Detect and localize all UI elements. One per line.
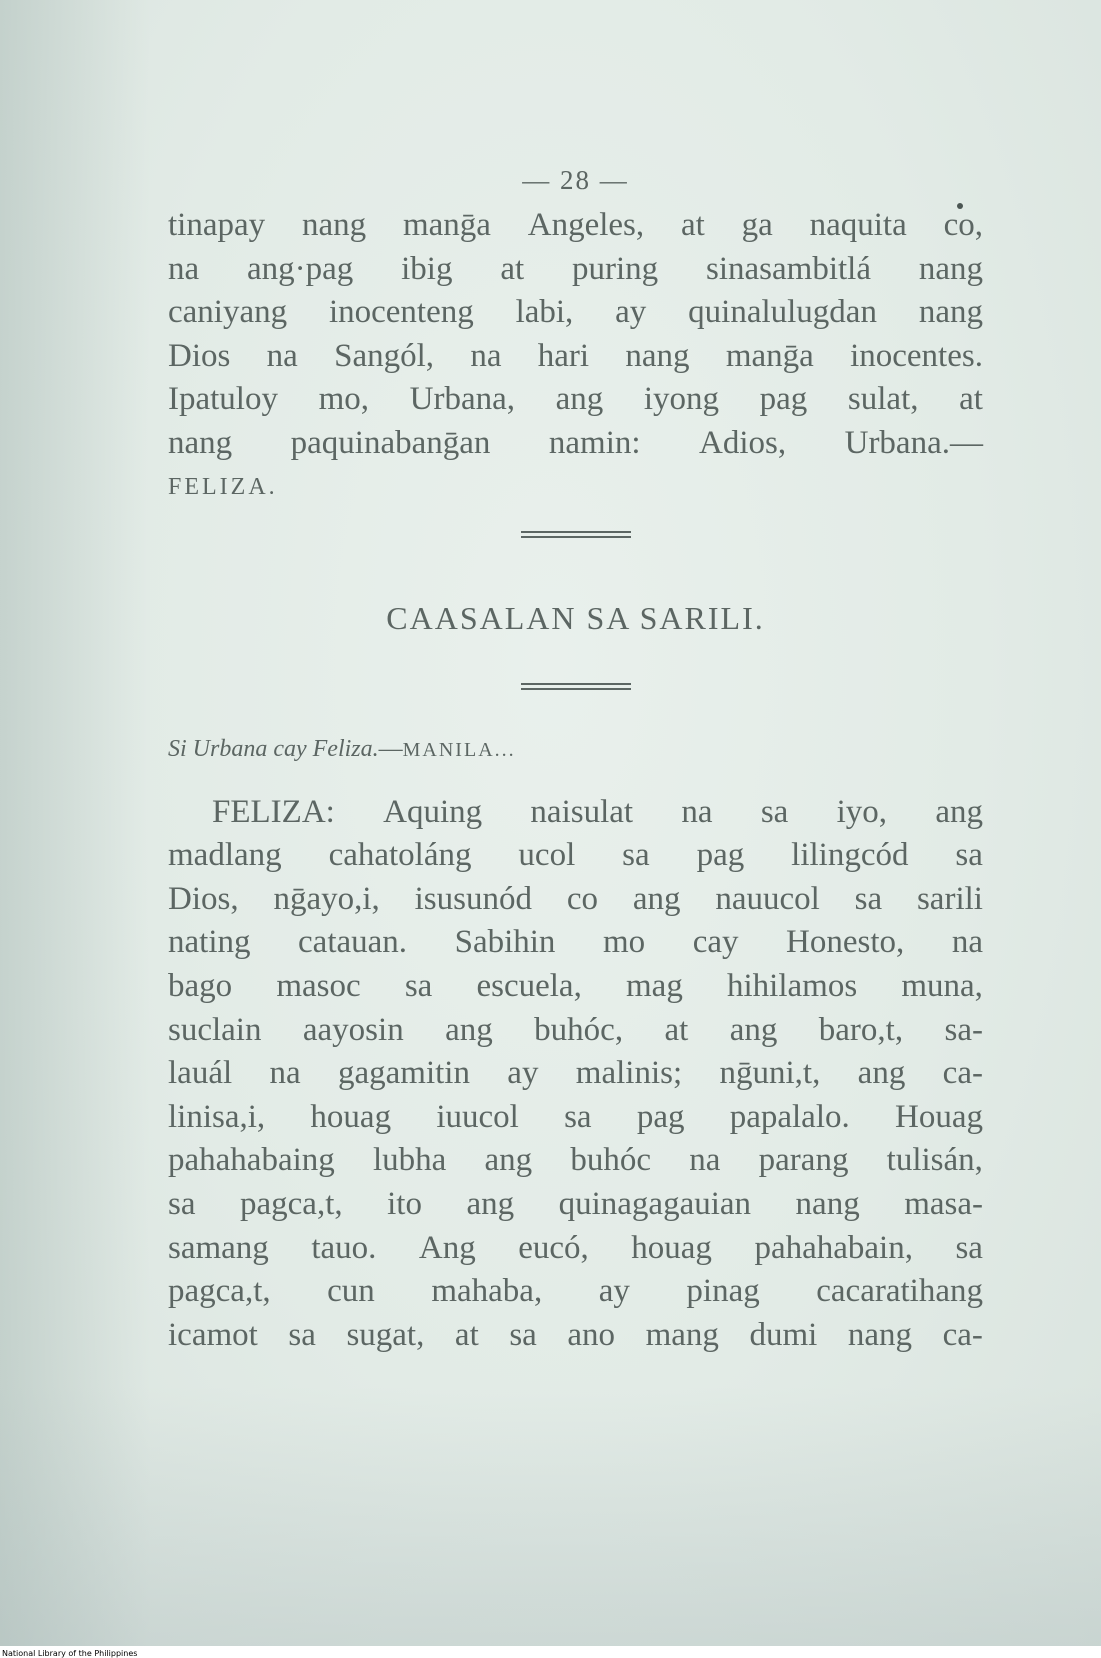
word: sa: [404, 967, 433, 1004]
word: ay: [598, 1273, 630, 1310]
word: Dios,: [168, 880, 239, 917]
word: nang: [301, 207, 367, 243]
word: mahaba,: [431, 1273, 543, 1310]
word: sa: [622, 837, 650, 874]
word: pagca,t,: [240, 1185, 343, 1222]
word: nang: [918, 250, 983, 287]
word: pinag: [686, 1273, 760, 1310]
word: namin:: [548, 424, 641, 461]
word: suclain: [168, 1011, 262, 1048]
word: lubha: [372, 1142, 447, 1179]
word: na: [266, 337, 298, 374]
word: naquita: [809, 207, 907, 243]
word: malinis;: [575, 1055, 683, 1092]
word: manḡa: [402, 207, 491, 243]
word: ang: [632, 880, 681, 917]
word: iyong: [643, 381, 720, 418]
word: puring: [572, 250, 659, 287]
word: iuucol: [436, 1098, 519, 1135]
word: ga: [741, 207, 773, 243]
word: nang: [795, 1185, 860, 1222]
text-line: [168, 291, 983, 335]
word: sa: [854, 880, 883, 917]
word: eucó,: [518, 1229, 589, 1266]
paragraph-2: [168, 791, 983, 1358]
word: masa-: [904, 1185, 983, 1222]
word: cahatoláng: [328, 837, 472, 874]
word: paquinabanḡan: [290, 424, 491, 461]
word: mang: [645, 1316, 719, 1353]
section-heading: CAASALAN SA SARILI.: [386, 599, 765, 636]
text-line: [168, 1139, 983, 1183]
word: ito: [387, 1185, 422, 1222]
word: sa: [288, 1316, 316, 1353]
word: ay: [615, 294, 647, 331]
word: sa: [168, 1185, 196, 1222]
word: Ipatuloy: [168, 381, 278, 418]
word: nḡuni,t,: [719, 1055, 821, 1092]
word: dumi: [749, 1316, 818, 1353]
word: ang: [466, 1185, 515, 1222]
book-page: [168, 165, 983, 1357]
word: quinalulugdan: [688, 294, 877, 331]
word: na: [681, 793, 713, 830]
word: Urbana.—: [844, 424, 983, 461]
word: mo,: [318, 381, 370, 418]
word: at: [680, 207, 705, 243]
word: ang·pag: [247, 250, 354, 287]
text-line: [168, 791, 983, 835]
word: ang: [445, 1011, 493, 1048]
word: sa: [955, 1229, 983, 1266]
word: sa: [955, 837, 983, 874]
word: Aquing: [383, 793, 483, 830]
word: escuela,: [476, 967, 582, 1004]
word: Sabihin: [454, 924, 556, 961]
text-line: [168, 965, 983, 1009]
word: ang: [729, 1011, 778, 1048]
word: at: [454, 1316, 479, 1353]
word: manḡa: [725, 337, 814, 374]
word: ang: [555, 381, 604, 418]
word: na: [168, 250, 200, 287]
word: pag: [759, 381, 808, 418]
text-line: [168, 878, 983, 922]
word: nang: [918, 294, 983, 331]
text-line: [168, 1052, 983, 1096]
word: Ang: [418, 1229, 476, 1266]
word: naisulat: [530, 793, 634, 830]
word: sugat,: [346, 1316, 425, 1353]
text-line: [168, 422, 983, 466]
word: ca-: [942, 1316, 983, 1353]
word: ang: [857, 1055, 906, 1092]
word: hari: [537, 337, 590, 374]
word: Sangól,: [334, 337, 435, 374]
word: ang: [484, 1142, 533, 1179]
word: Angeles,: [527, 207, 645, 243]
word: mo: [602, 924, 646, 961]
word: houag: [631, 1229, 712, 1266]
word: at: [959, 381, 983, 418]
word: labi,: [515, 294, 574, 331]
word: tauo.: [311, 1229, 377, 1266]
word: ano: [567, 1316, 616, 1353]
word: ang: [935, 793, 983, 830]
word: nḡayo,i,: [273, 880, 380, 917]
word: sulat,: [847, 381, 919, 418]
word: na: [269, 1055, 301, 1092]
word: ca-: [942, 1055, 983, 1092]
word: baro,t,: [818, 1011, 904, 1048]
word: na: [470, 337, 502, 374]
text-line: [168, 1314, 983, 1358]
word: ucol: [518, 837, 576, 874]
word: masoc: [276, 967, 361, 1004]
word: houag: [310, 1098, 392, 1135]
word: pahahabain,: [754, 1229, 913, 1266]
double-rule-divider: [521, 683, 631, 690]
word: mag: [626, 967, 683, 1004]
word: co,: [943, 207, 983, 243]
word: hihilamos: [727, 967, 858, 1004]
word: inocentes.: [850, 337, 983, 374]
signature: FELIZA.: [168, 473, 278, 500]
word: iyo,: [836, 793, 888, 830]
word: nang: [847, 1316, 913, 1353]
word: na: [951, 924, 983, 961]
word: sa: [509, 1316, 537, 1353]
word: papalalo.: [729, 1098, 850, 1135]
word: pag: [696, 837, 745, 874]
word: aayosin: [302, 1011, 404, 1048]
text-line: [168, 1183, 983, 1227]
word: sa-: [944, 1011, 983, 1048]
word: nang: [168, 424, 233, 461]
word: cay: [692, 924, 739, 961]
word: nauucol: [715, 880, 820, 917]
word: tulisán,: [886, 1142, 983, 1179]
text-line: [168, 248, 983, 292]
text-line: [168, 1096, 983, 1140]
word: sarili: [916, 880, 983, 917]
text-line: [168, 204, 983, 248]
word: Adios,: [699, 424, 787, 461]
text-line: [168, 1009, 983, 1053]
word: Urbana,: [409, 381, 515, 418]
word: co: [566, 880, 598, 917]
word: inocenteng: [328, 294, 474, 331]
word: pag: [636, 1098, 685, 1135]
word: ay: [507, 1055, 539, 1092]
word: cun: [327, 1273, 375, 1310]
word: at: [664, 1011, 689, 1048]
word: samang: [168, 1229, 269, 1266]
text-line: [168, 1270, 983, 1314]
word: ibig: [401, 250, 453, 287]
word: sinasambitlá: [706, 250, 871, 287]
word: Honesto,: [786, 924, 905, 961]
text-line: [168, 378, 983, 422]
word: na: [689, 1142, 721, 1179]
word: madlang: [168, 837, 282, 874]
word: icamot: [168, 1316, 258, 1353]
word: bago: [168, 967, 233, 1004]
library-credit: National Library of the Philippines: [2, 1649, 138, 1658]
word: Dios: [168, 337, 231, 374]
page-number: — 28 —: [522, 165, 629, 195]
word: caniyang: [168, 294, 288, 331]
letter-header-dash: —: [378, 735, 403, 762]
word: sa: [564, 1098, 592, 1135]
word: nang: [625, 337, 690, 374]
double-rule-divider: [521, 531, 631, 538]
word: isusunód: [414, 880, 532, 917]
word: pagca,t,: [168, 1273, 271, 1310]
text-line: [168, 834, 983, 878]
word: catauan.: [298, 924, 408, 961]
letter-header-place: MANILA...: [402, 738, 516, 761]
word: Houag: [895, 1098, 983, 1135]
word: parang: [758, 1142, 849, 1179]
word: lilingcód: [791, 837, 909, 874]
word: linisa,i,: [168, 1098, 266, 1135]
letter-header-salutation: Si Urbana cay Feliza.: [168, 735, 379, 762]
text-line: [168, 1227, 983, 1271]
word: at: [500, 250, 525, 287]
word: sa: [760, 793, 789, 830]
text-line: [168, 335, 983, 379]
letter-header: [168, 734, 983, 765]
word: tinapay: [168, 207, 266, 243]
word: FELIZA:: [212, 793, 335, 830]
word: lauál: [168, 1055, 233, 1092]
word: nating: [168, 924, 251, 961]
word: quinagagauian: [558, 1185, 752, 1222]
word: pahahabaing: [168, 1142, 335, 1179]
paragraph-1: [168, 204, 983, 466]
word: buhóc,: [534, 1011, 624, 1048]
word: cacaratihang: [816, 1273, 983, 1310]
word: buhóc: [570, 1142, 652, 1179]
word: gagamitin: [337, 1055, 470, 1092]
text-line: [168, 921, 983, 965]
word: muna,: [901, 967, 983, 1004]
